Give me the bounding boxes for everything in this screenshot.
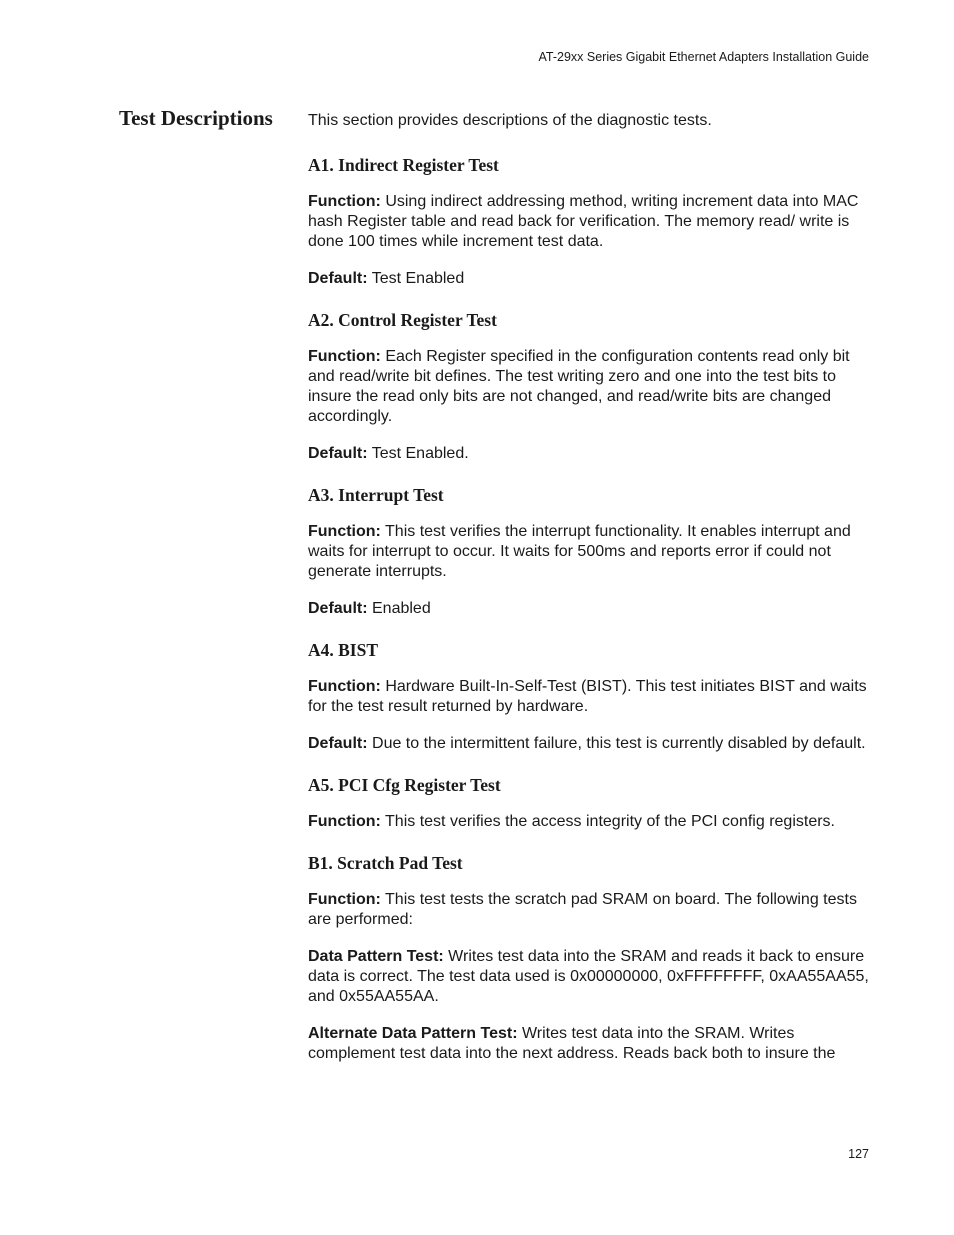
paragraph-text: Test Enabled — [367, 270, 465, 287]
default-paragraph — [308, 734, 874, 754]
test-a2 — [308, 310, 874, 464]
default-paragraph — [308, 269, 874, 289]
paragraph-text: This test tests the scratch pad SRAM on board. The following tests are performed: — [308, 891, 857, 928]
function-paragraph — [308, 347, 874, 427]
test-heading: B1. Scratch Pad Test — [308, 853, 463, 873]
function-paragraph — [308, 522, 874, 582]
test-heading: A4. BIST — [308, 640, 379, 660]
data-pattern-paragraph — [308, 947, 874, 1007]
alternate-pattern-paragraph — [308, 1024, 874, 1064]
paragraph-text: Using indirect addressing method, writing increment data into MAC hash Register table and read back for verification. The memory read/ write is done 100 times while increment test data. — [308, 193, 859, 250]
page-number: 127 — [848, 1147, 869, 1161]
paragraph-label: Default: — [308, 735, 368, 752]
paragraph-text: This test verifies the access integrity of the PCI config registers. — [380, 813, 835, 830]
running-header: AT-29xx Series Gigabit Ethernet Adapters Installation Guide — [538, 50, 869, 64]
paragraph-label: Function: — [308, 348, 381, 365]
paragraph-text: This test verifies the interrupt functionality. It enables interrupt and waits for interrupt to occur. It waits for 500ms and reports error if could not generate interrupts. — [308, 523, 851, 580]
test-b1 — [308, 853, 874, 1064]
paragraph-text: Test Enabled. — [367, 445, 469, 462]
paragraph-label: Function: — [308, 678, 381, 695]
paragraph-text: Hardware Built-In-Self-Test (BIST). This test initiates BIST and waits for the test result returned by hardware. — [308, 678, 867, 715]
paragraph-label: Default: — [308, 270, 368, 287]
paragraph-label: Function: — [308, 891, 381, 908]
paragraph-label: Function: — [308, 523, 381, 540]
paragraph-label: Default: — [308, 600, 368, 617]
default-paragraph — [308, 599, 874, 619]
paragraph-label: Default: — [308, 445, 368, 462]
test-heading: A2. Control Register Test — [308, 310, 497, 330]
function-paragraph — [308, 192, 874, 252]
default-paragraph — [308, 444, 874, 464]
paragraph-text: Due to the intermittent failure, this test is currently disabled by default. — [367, 735, 866, 752]
body-column — [308, 111, 874, 1085]
paragraph-label: Function: — [308, 813, 381, 830]
paragraph-label: Function: — [308, 193, 381, 210]
test-heading: A5. PCI Cfg Register Test — [308, 775, 501, 795]
paragraph-label: Data Pattern Test: — [308, 948, 444, 965]
test-a1 — [308, 155, 874, 289]
test-a4 — [308, 640, 874, 754]
function-paragraph — [308, 677, 874, 717]
function-paragraph — [308, 812, 874, 832]
test-a3 — [308, 485, 874, 619]
paragraph-label: Alternate Data Pattern Test: — [308, 1025, 518, 1042]
paragraph-text: Writes test data into the SRAM. Writes complement test data into the next address. Reads back both to insure the — [308, 1025, 836, 1062]
section-intro: This section provides descriptions of the diagnostic tests. — [308, 112, 712, 129]
test-a5 — [308, 775, 874, 832]
test-heading: A1. Indirect Register Test — [308, 155, 499, 175]
paragraph-text: Enabled — [367, 600, 431, 617]
paragraph-text: Writes test data into the SRAM and reads it back to ensure data is correct. The test data used is 0x00000000, 0xFFFFFFFF, 0xAA55AA55, and 0x55AA55AA. — [308, 948, 869, 1005]
test-heading: A3. Interrupt Test — [308, 485, 444, 505]
section-title: Test Descriptions — [119, 106, 273, 130]
function-paragraph — [308, 890, 874, 930]
paragraph-text: Each Register specified in the configuration contents read only bit and read/write bit defines. The test writing zero and one into the test bits to insure the read only bits are not changed, and read/write bits are changed accordingly. — [308, 348, 850, 425]
